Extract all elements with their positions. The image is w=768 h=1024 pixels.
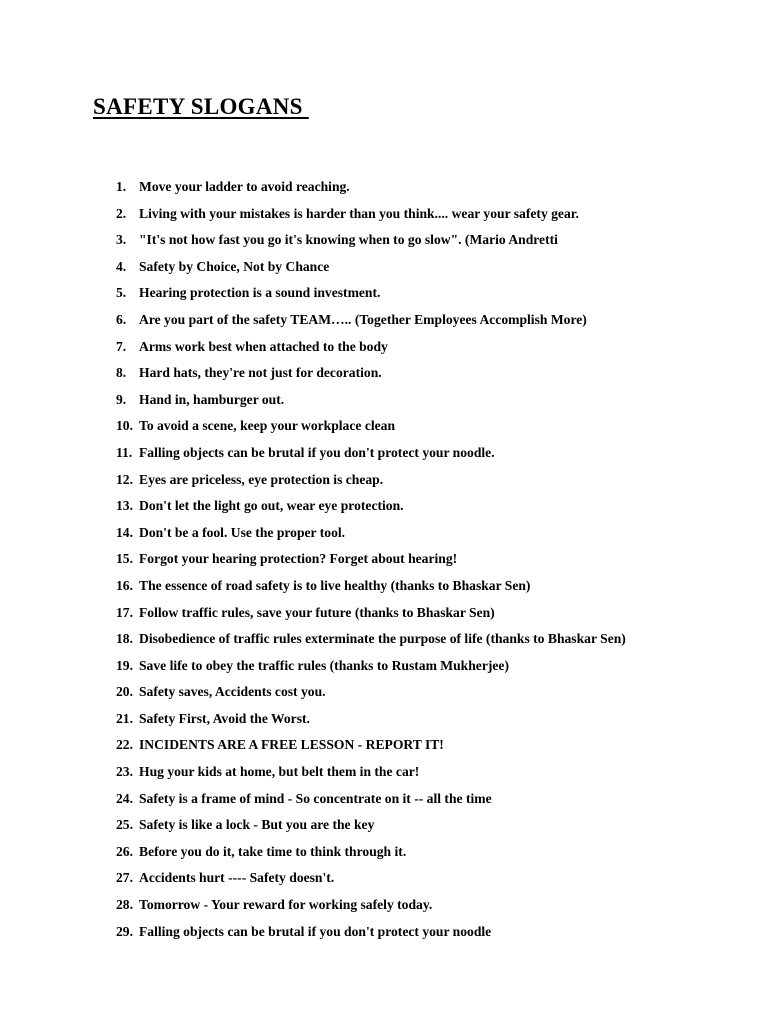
slogan-text: Accidents hurt ---- Safety doesn't.	[139, 870, 335, 886]
slogan-item	[0, 467, 679, 494]
slogan-number: 6.	[116, 311, 127, 327]
slogan-number: 12.	[116, 471, 133, 487]
slogan-text: Hand in, hamburger out.	[139, 391, 285, 407]
slogan-number: 18.	[116, 631, 133, 647]
slogan-text: Before you do it, take time to think through it.	[139, 843, 407, 859]
slogan-number: 3.	[116, 232, 127, 248]
slogan-text: Eyes are priceless, eye protection is cheap.	[139, 471, 384, 487]
slogan-number: 27.	[116, 870, 133, 886]
slogan-text: Move your ladder to avoid reaching.	[139, 179, 350, 194]
slogan-number: 25.	[116, 817, 133, 833]
slogan-list	[0, 174, 768, 945]
slogan-number: 16.	[116, 577, 133, 593]
slogan-number: 8.	[116, 365, 127, 381]
slogan-item	[0, 839, 679, 866]
slogan-item	[0, 387, 679, 414]
slogan-text: Don't be a fool. Use the proper tool.	[139, 524, 346, 540]
slogan-item	[0, 280, 679, 307]
slogan-text: Hearing protection is a sound investment.	[139, 285, 381, 301]
slogan-number: 21.	[116, 710, 133, 726]
slogan-item	[0, 732, 679, 759]
slogan-item	[0, 227, 679, 254]
slogan-text: Disobedience of traffic rules exterminate the purpose of life (thanks to Bhaskar Sen)	[139, 631, 626, 647]
slogan-text: INCIDENTS ARE A FREE LESSON - REPORT IT!	[139, 737, 444, 753]
slogan-number: 13.	[116, 498, 133, 514]
slogan-item	[0, 892, 679, 919]
slogan-item	[0, 759, 679, 786]
slogan-text: Safety is like a lock - But you are the key	[139, 817, 375, 833]
slogan-item	[0, 679, 679, 706]
slogan-number: 29.	[116, 923, 133, 939]
slogan-text: To avoid a scene, keep your workplace clean	[139, 418, 396, 434]
slogan-number: 19.	[116, 657, 133, 673]
slogan-text: Safety is a frame of mind - So concentrate on it -- all the time	[139, 790, 492, 806]
slogan-item	[0, 520, 679, 547]
slogan-text: Don't let the light go out, wear eye protection.	[139, 498, 404, 514]
slogan-number: 22.	[116, 737, 133, 753]
slogan-text: Hard hats, they're not just for decoration.	[139, 365, 382, 381]
page-title: SAFETY SLOGANS	[93, 94, 309, 119]
slogan-text: Forgot your hearing protection? Forget about hearing!	[139, 551, 458, 567]
slogan-number: 11.	[116, 444, 133, 460]
slogan-item	[0, 334, 679, 361]
slogan-number: 17.	[116, 604, 133, 620]
slogan-text: Follow traffic rules, save your future (thanks to Bhaskar Sen)	[139, 604, 495, 620]
slogan-text: Hug your kids at home, but belt them in the car!	[139, 764, 420, 780]
slogan-item	[0, 653, 679, 680]
slogan-item	[0, 201, 679, 228]
slogan-text: The essence of road safety is to live healthy (thanks to Bhaskar Sen)	[139, 577, 531, 593]
slogan-number: 1.	[116, 179, 127, 194]
slogan-item	[0, 812, 679, 839]
slogan-item	[0, 254, 679, 281]
slogan-item	[0, 706, 679, 733]
slogan-number: 28.	[116, 897, 133, 913]
slogan-text: Arms work best when attached to the body	[139, 338, 388, 354]
slogan-text: Save life to obey the traffic rules (thanks to Rustam Mukherjee)	[139, 657, 509, 673]
slogan-number: 24.	[116, 790, 133, 806]
slogan-item	[0, 493, 679, 520]
slogan-item	[0, 573, 679, 600]
slogan-item	[0, 307, 679, 334]
slogan-item	[0, 440, 679, 467]
slogan-item	[0, 546, 679, 573]
slogan-number: 9.	[116, 391, 127, 407]
slogan-text: Living with your mistakes is harder than you think.... wear your safety gear.	[139, 205, 579, 221]
slogan-text: Safety First, Avoid the Worst.	[139, 710, 310, 726]
slogan-number: 5.	[116, 285, 127, 301]
slogan-number: 20.	[116, 684, 133, 700]
slogan-text: Falling objects can be brutal if you don't protect your noodle.	[139, 444, 495, 460]
slogan-item	[0, 919, 679, 946]
slogan-number: 23.	[116, 764, 133, 780]
slogan-item	[0, 626, 679, 653]
slogan-item	[0, 600, 679, 627]
slogan-number: 7.	[116, 338, 127, 354]
slogan-number: 2.	[116, 205, 127, 221]
slogan-text: "It's not how fast you go it's knowing when to go slow". (Mario Andretti	[139, 232, 558, 248]
slogan-text: Falling objects can be brutal if you don't protect your noodle	[139, 923, 492, 939]
slogan-number: 14.	[116, 524, 133, 540]
slogan-number: 4.	[116, 258, 127, 274]
slogan-text: Safety by Choice, Not by Chance	[139, 258, 330, 274]
slogan-item	[0, 786, 679, 813]
slogan-item	[0, 865, 679, 892]
slogan-number: 15.	[116, 551, 133, 567]
slogan-item	[0, 360, 679, 387]
slogan-text: Safety saves, Accidents cost you.	[139, 684, 326, 700]
slogan-text: Are you part of the safety TEAM….. (Together Employees Accomplish More)	[139, 311, 587, 327]
slogan-text: Tomorrow - Your reward for working safely today.	[139, 897, 433, 913]
slogan-number: 26.	[116, 843, 133, 859]
slogan-item	[0, 174, 679, 201]
slogan-item	[0, 413, 679, 440]
slogan-number: 10.	[116, 418, 133, 434]
